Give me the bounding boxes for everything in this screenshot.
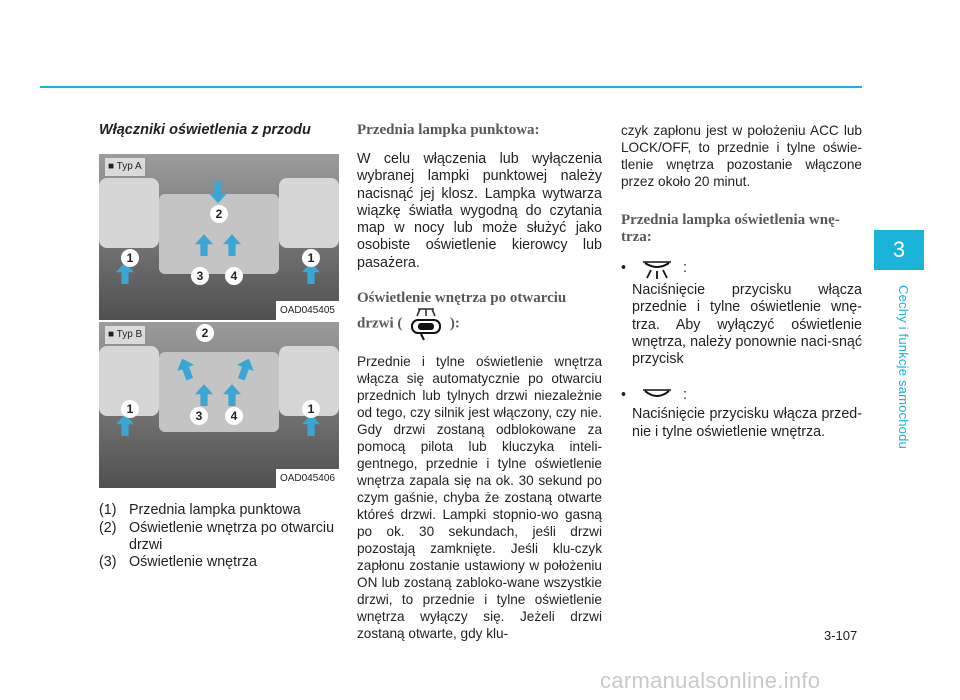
figure-type-b [99,322,339,488]
figure-label: ■ Typ A [105,158,145,175]
column-middle [357,122,602,642]
lamp-left [99,178,159,248]
callout-1: 1 [121,249,139,267]
page-number: 3-107 [824,628,858,643]
callout-4: 4 [225,407,243,425]
callout-3: 3 [190,407,208,425]
legend-item: (1) Przednia lampka punktowa [99,502,301,519]
lamp-off-icon [635,386,679,404]
paragraph-spot-lamp: W celu włączenia lub wyłączenia wybranej lampki punktowej należy nacisnąć jej klosz. Lampka wytwarza wiązkę światła wygodną do czytania map w nocy lub może służyć jako osobiste oświetlenie kierowcy lub pasażera. [357,151,602,271]
paragraph-door-lamp: Przednie i tylne oświetlenie wnętrza włącza się automatycznie po otwarciu przednich lub tylnych drzwi niezależnie od tego, czy silnik jest włączony, czy nie. Gdy drzwi zostaną odblokowane za pomocą pilota lub kluczyka inteli-gentnego, przednie i tylne oświetlenie wnętrza zapala się na ok. 30 sekund po czym gaśnie, chyba że zostaną otwarte któreś drzwi. Lampki stopnio-wo gasną po ok. 30 sekundach, jeśli drzwi pozostają zamknięte. Jeśli klu-czyk zapłonu zostanie ustawiony w położeniu ON lub zostaną zabloko-wane wszystkie drzwi, to przednie i tylne oświetlenie wnętrza wyłączy się. Jeżeli drzwi zostaną otwarte, gdy klu- [357,354,602,642]
figure-legend [99,502,339,571]
heading-spot-lamp: Przednia lampka punktowa: [357,122,540,138]
bullet-lamp-on: • : [621,258,862,280]
paragraph-continued: czyk zapłonu jest w położeniu ACC lub LOCK/OFF, to przednie i tylne oświe-tlenie wnętrza pozostanie włączone przez około 20 minut. [621,123,862,189]
section-title: Włączniki oświetlenia z przodu [99,122,311,138]
bullet-lamp-on-text: Naciśnięcie przycisku włącza przednie i tylne oświetlenie wnę-trza. Aby wyłączyć oświetlenie wnętrza, należy ponownie naci-snąć przycisk [632,282,862,368]
legend-item: (3) Oświetlenie wnętrza [99,554,257,571]
bullet-lamp-off: • : [621,386,687,403]
callout-3: 3 [191,267,209,285]
figure-type-a [99,154,339,320]
figure-code: OAD045406 [276,469,339,488]
column-right [621,122,862,441]
callout-1: 1 [302,400,320,418]
overhead-console [159,352,279,432]
watermark: carmanualsonline.info [600,668,821,693]
heading-door-lamp: Oświetlenie wnętrza po otwarciu drzwi ( ): [357,290,602,341]
callout-1: 1 [121,400,139,418]
chapter-title: Cechy i funkcje samochodu [896,285,911,449]
header-rule [40,86,862,88]
callout-1: 1 [302,249,320,267]
callout-2: 2 [210,205,228,223]
bullet-lamp-off-text: Naciśnięcie przycisku włącza przed-nie i tylne oświetlenie wnętrza. [632,406,862,440]
figure-label: ■ Typ B [105,326,145,343]
callout-2: 2 [196,324,214,342]
callout-4: 4 [225,267,243,285]
door-lamp-icon [406,307,446,341]
figure-code: OAD045405 [276,301,339,320]
column-left [99,122,339,571]
heading-front-room-lamp: Przednia lampka oświetlenia wnę-trza: [621,212,840,245]
chapter-number: 3 [874,230,924,270]
lamp-right [279,178,339,248]
lamp-on-icon [635,258,679,280]
legend-item: (2) Oświetlenie wnętrza po otwarciu drzwi [99,519,335,553]
